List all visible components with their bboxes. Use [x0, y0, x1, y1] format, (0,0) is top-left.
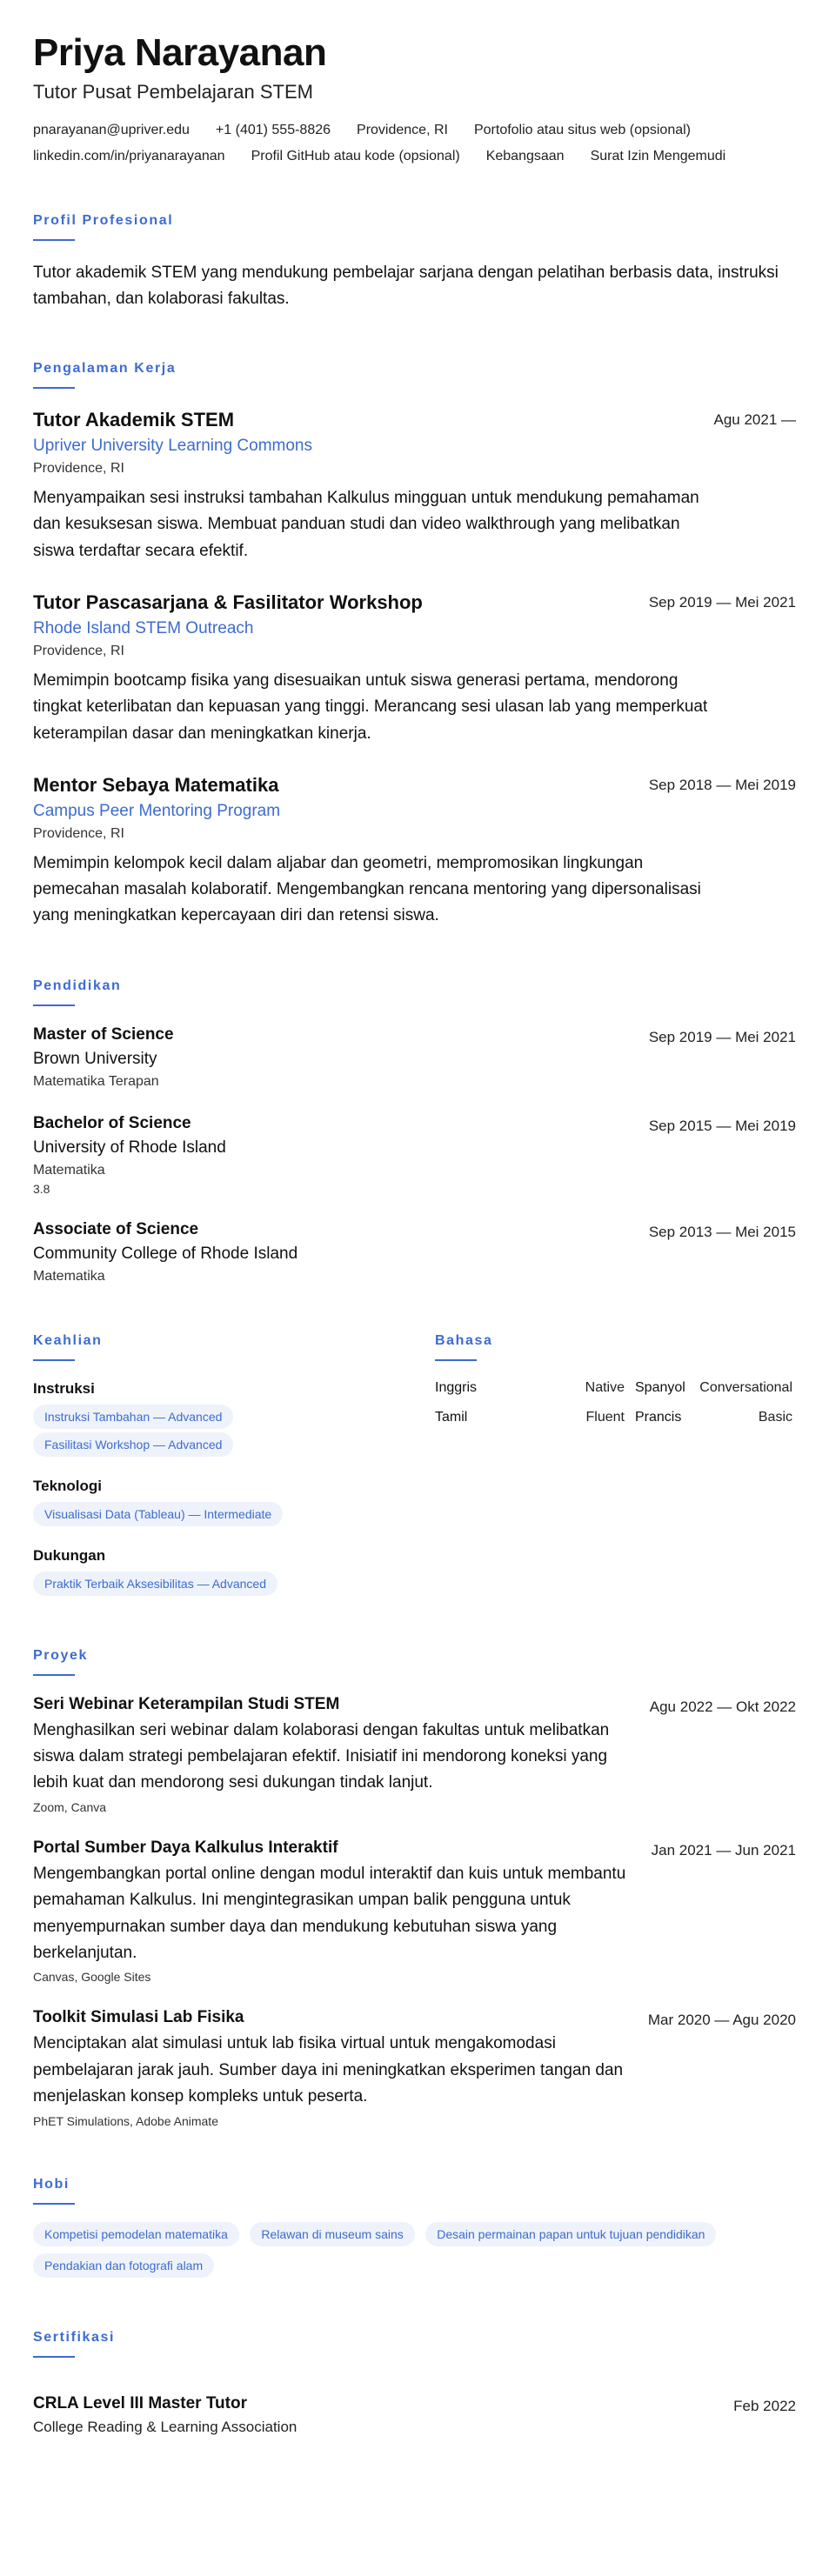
section-divider [33, 2203, 75, 2205]
project-title: Seri Webinar Keterampilan Studi STEM [33, 1694, 340, 1713]
job-description: Memimpin bootcamp fisika yang disesuaikan untuk siswa generasi pertama, mendorong tingkat keterlibatan dan kepuasan yang tinggi. Merancang sesi ulasan lab yang memperkuat keterampilan dasar dan meningkatkan kinerja. [33, 671, 708, 743]
job-title: Tutor Akademik STEM [33, 409, 235, 431]
section-title-skills: Keahlian [33, 1332, 103, 1348]
job-description: Memimpin kelompok kecil dalam aljabar dan geometri, mempromosikan lingkungan pemecahan masalah kolaboratif. Mengembangkan rencana mentoring yang dipersonalisasi yang meningkatkan kepercayaan diri dan retensi siswa. [33, 853, 701, 925]
experience-section [33, 361, 796, 929]
education-field: Matematika [33, 1268, 105, 1284]
education-school: University of Rhode Island [33, 1138, 226, 1157]
language-name: Inggris [435, 1379, 478, 1395]
project-date: Agu 2022 — Okt 2022 [649, 1698, 796, 1715]
section-divider [33, 1359, 75, 1361]
education-entry [33, 1220, 796, 1285]
contact-phone[interactable]: +1 (401) 555-8826 [215, 122, 331, 137]
job-description: Menyampaikan sesi instruksi tambahan Kalkulus mingguan untuk mendukung pemahaman dan kesuksesan siswa. Membuat panduan studi dan video walkthrough yang melibatkan siswa terdaftar secara efektif. [33, 488, 699, 560]
job-date: Sep 2019 — Mei 2021 [648, 594, 796, 611]
job-company: Rhode Island STEM Outreach [33, 618, 254, 637]
section-title-education: Pendidikan [33, 978, 122, 993]
section-divider [33, 1004, 75, 1006]
hobby-chip: Kompetisi pemodelan matematika [33, 2222, 239, 2246]
contact-github[interactable]: Profil GitHub atau kode (opsional) [251, 148, 460, 164]
education-section [33, 978, 796, 1285]
language-level: Native [585, 1379, 625, 1395]
section-divider [33, 387, 75, 389]
skill-group-title: Instruksi [33, 1379, 95, 1397]
section-title-summary: Profil Profesional [33, 212, 174, 228]
language-name: Tamil [435, 1409, 468, 1425]
section-title-experience: Pengalaman Kerja [33, 361, 177, 377]
section-title-hobbies: Hobi [33, 2176, 70, 2192]
section-divider [435, 1359, 477, 1361]
contact-linkedin[interactable]: linkedin.com/in/priyanarayanan [33, 148, 225, 164]
job-location: Providence, RI [33, 825, 124, 841]
skill-chip: Instruksi Tambahan — Advanced [33, 1405, 233, 1429]
contact-portfolio[interactable]: Portofolio atau situs web (opsional) [473, 122, 691, 137]
skill-chip: Visualisasi Data (Tableau) — Intermediate [33, 1502, 283, 1526]
candidate-name: Priya Narayanan [33, 31, 327, 74]
project-tools: PhET Simulations, Adobe Animate [33, 2113, 218, 2128]
contact-driving-license: Surat Izin Mengemudi [590, 148, 726, 164]
summary-text: Tutor akademik STEM yang mendukung pembelajar sarjana dengan pelatihan berbasis data, instruksi tambahan, dan kolaborasi fakultas. [33, 263, 779, 308]
language-level: Fluent [585, 1409, 625, 1425]
summary-section [33, 213, 796, 313]
certifications-section [33, 2330, 796, 2436]
project-entry [33, 1695, 796, 1814]
section-title-projects: Proyek [33, 1647, 88, 1663]
resume-header [33, 31, 796, 164]
education-entry [33, 1114, 796, 1196]
contact-list [33, 123, 796, 164]
project-title: Toolkit Simulasi Lab Fisika [33, 2008, 244, 2027]
contact-email[interactable]: pnarayanan@upriver.edu [33, 122, 190, 137]
section-title-languages: Bahasa [435, 1332, 493, 1348]
project-date: Mar 2020 — Agu 2020 [647, 2012, 796, 2029]
project-title: Portal Sumber Daya Kalkulus Interaktif [33, 1838, 338, 1857]
skills-section [33, 1333, 435, 1617]
language-level: Conversational [699, 1379, 792, 1395]
job-date: Sep 2018 — Mei 2019 [648, 776, 796, 793]
education-date: Sep 2015 — Mei 2019 [648, 1117, 796, 1134]
project-description: Mengembangkan portal online dengan modul interaktif dan kuis untuk membantu pemahaman Kalkulus. Ini mengintegrasikan umpan balik pengguna untuk menyempurnakan sumber daya dan mendukung kebutuhan siswa yang berkelanjutan. [33, 1864, 626, 1963]
skill-group-title: Teknologi [33, 1477, 103, 1494]
language-item [435, 1380, 628, 1396]
language-level: Basic [758, 1409, 792, 1425]
education-degree: Associate of Science [33, 1219, 199, 1238]
skills-languages-row [33, 1333, 796, 1617]
education-gpa: 3.8 [33, 1181, 50, 1196]
certification-issuer: College Reading & Learning Association [33, 2418, 298, 2435]
education-degree: Bachelor of Science [33, 1113, 191, 1132]
education-degree: Master of Science [33, 1024, 174, 1044]
education-school: Brown University [33, 1049, 157, 1068]
project-tools: Zoom, Canva [33, 1799, 107, 1814]
skill-group [33, 1478, 435, 1526]
skill-group [33, 1380, 435, 1457]
job-location: Providence, RI [33, 643, 124, 658]
education-entry [33, 1025, 796, 1090]
project-entry [33, 2008, 796, 2127]
education-field: Matematika Terapan [33, 1073, 159, 1089]
hobbies-section [33, 2177, 796, 2281]
job-location: Providence, RI [33, 460, 124, 476]
hobby-chip: Pendakian dan fotografi alam [33, 2253, 214, 2278]
education-date: Sep 2019 — Mei 2021 [648, 1028, 796, 1045]
certification-date: Feb 2022 [733, 2397, 796, 2414]
section-divider [33, 1674, 75, 1676]
hobby-chip: Relawan di museum sains [250, 2222, 414, 2246]
project-tools: Canvas, Google Sites [33, 1970, 151, 1985]
experience-entry [33, 773, 796, 930]
candidate-headline: Tutor Pusat Pembelajaran STEM [33, 80, 313, 103]
language-name: Prancis [635, 1409, 682, 1425]
language-list [435, 1380, 796, 1425]
contact-location: Providence, RI [357, 122, 448, 137]
certification-title: CRLA Level III Master Tutor [33, 2393, 247, 2412]
contact-nationality: Kebangsaan [485, 148, 565, 164]
language-name: Spanyol [635, 1379, 685, 1395]
project-description: Menghasilkan seri webinar dalam kolaborasi dengan fakultas untuk melibatkan siswa dalam strategi pembelajaran efektif. Inisiatif ini mendorong koneksi yang lebih kuat dan mendorong sesi dukungan tindak lanjut. [33, 1720, 610, 1792]
skill-chip: Praktik Terbaik Aksesibilitas — Advanced [33, 1572, 277, 1596]
education-field: Matematika [33, 1162, 105, 1178]
language-item [635, 1410, 796, 1425]
project-entry [33, 1839, 796, 1985]
experience-entry [33, 408, 796, 564]
skill-group-title: Dukungan [33, 1546, 106, 1564]
skill-group [33, 1547, 435, 1596]
languages-section [435, 1333, 796, 1617]
section-divider [33, 239, 75, 241]
hobby-chip: Desain permainan papan untuk tujuan pendidikan [425, 2222, 716, 2246]
job-company: Campus Peer Mentoring Program [33, 801, 281, 820]
projects-section [33, 1648, 796, 2128]
language-item [635, 1380, 796, 1396]
job-title: Mentor Sebaya Matematika [33, 773, 279, 796]
certification-entry [33, 2394, 796, 2436]
section-divider [33, 2356, 75, 2358]
job-company: Upriver University Learning Commons [33, 436, 312, 455]
project-date: Jan 2021 — Jun 2021 [651, 1841, 796, 1859]
language-item [435, 1410, 628, 1425]
education-school: Community College of Rhode Island [33, 1244, 298, 1263]
experience-entry [33, 591, 796, 747]
job-title: Tutor Pascasarjana & Fasilitator Workshop [33, 591, 423, 614]
section-title-certifications: Sertifikasi [33, 2329, 116, 2345]
job-date: Agu 2021 — [713, 411, 796, 429]
skill-chip: Fasilitasi Workshop — Advanced [33, 1432, 233, 1457]
education-date: Sep 2013 — Mei 2015 [648, 1223, 796, 1240]
project-description: Menciptakan alat simulasi untuk lab fisika virtual untuk mengakomodasi pembelajaran jarak jauh. Sumber daya ini meningkatkan eksperimen tangan dan menjelaskan konsep kompleks untuk peserta. [33, 2034, 624, 2106]
